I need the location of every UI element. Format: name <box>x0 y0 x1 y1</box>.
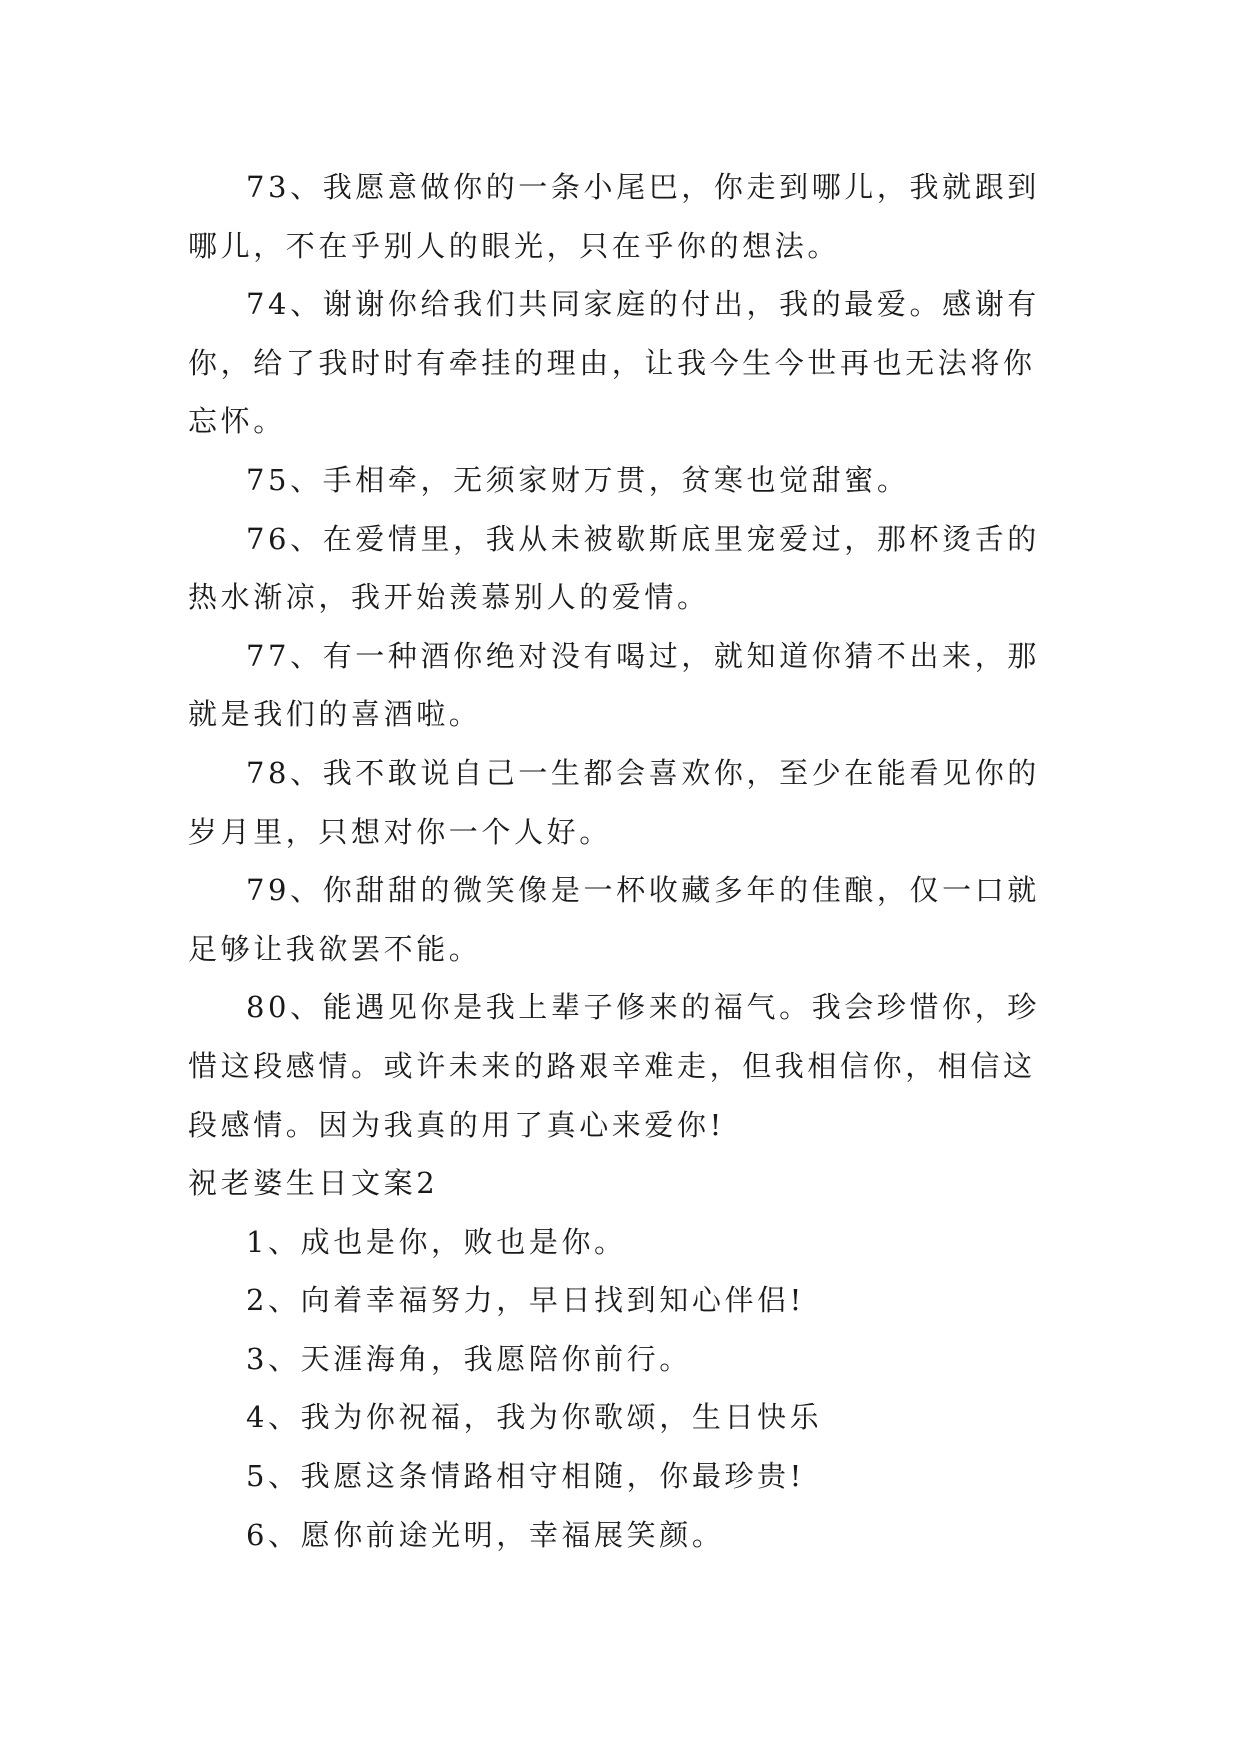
document-body <box>188 158 1050 1564</box>
paragraph-76: 76、在爱情里，我从未被歇斯底里宠爱过，那杯烫舌的热水渐凉，我开始羡慕别人的爱情。 <box>188 521 1040 615</box>
list-item: 2、向着幸福努力，早日找到知心伴侣! <box>246 1283 805 1318</box>
list-item: 1、成也是你，败也是你。 <box>246 1224 627 1259</box>
paragraph-78: 78、我不敢说自己一生都会喜欢你，至少在能看见你的岁月里，只想对你一个人好。 <box>188 755 1040 849</box>
paragraph-77: 77、有一种酒你绝对没有喝过，就知道你猜不出来，那就是我们的喜酒啦。 <box>188 638 1040 732</box>
paragraph-75: 75、手相牵，无须家财万贯，贫寒也觉甜蜜。 <box>246 462 910 497</box>
section-heading: 祝老婆生日文案2 <box>188 1166 439 1201</box>
list-item: 6、愿你前途光明，幸福展笑颜。 <box>246 1517 725 1552</box>
list-item: 3、天涯海角，我愿陪你前行。 <box>246 1341 692 1376</box>
paragraph-74: 74、谢谢你给我们共同家庭的付出，我的最爱。感谢有你，给了我时时有牵挂的理由，让我今生今世再也无法将你忘怀。 <box>188 287 1040 439</box>
paragraph-80: 80、能遇见你是我上辈子修来的福气。我会珍惜你，珍惜这段感情。或许未来的路艰辛难走，但我相信你，相信这段感情。因为我真的用了真心来爱你! <box>188 990 1040 1142</box>
paragraph-73: 73、我愿意做你的一条小尾巴，你走到哪儿，我就跟到哪儿，不在乎别人的眼光，只在乎你的想法。 <box>188 170 1040 263</box>
list-item: 5、我愿这条情路相守相随，你最珍贵! <box>246 1459 805 1494</box>
paragraph-79: 79、你甜甜的微笑像是一杯收藏多年的佳酿，仅一口就足够让我欲罢不能。 <box>188 873 1040 966</box>
list-item: 4、我为你祝福，我为你歌颂，生日快乐 <box>246 1400 823 1435</box>
